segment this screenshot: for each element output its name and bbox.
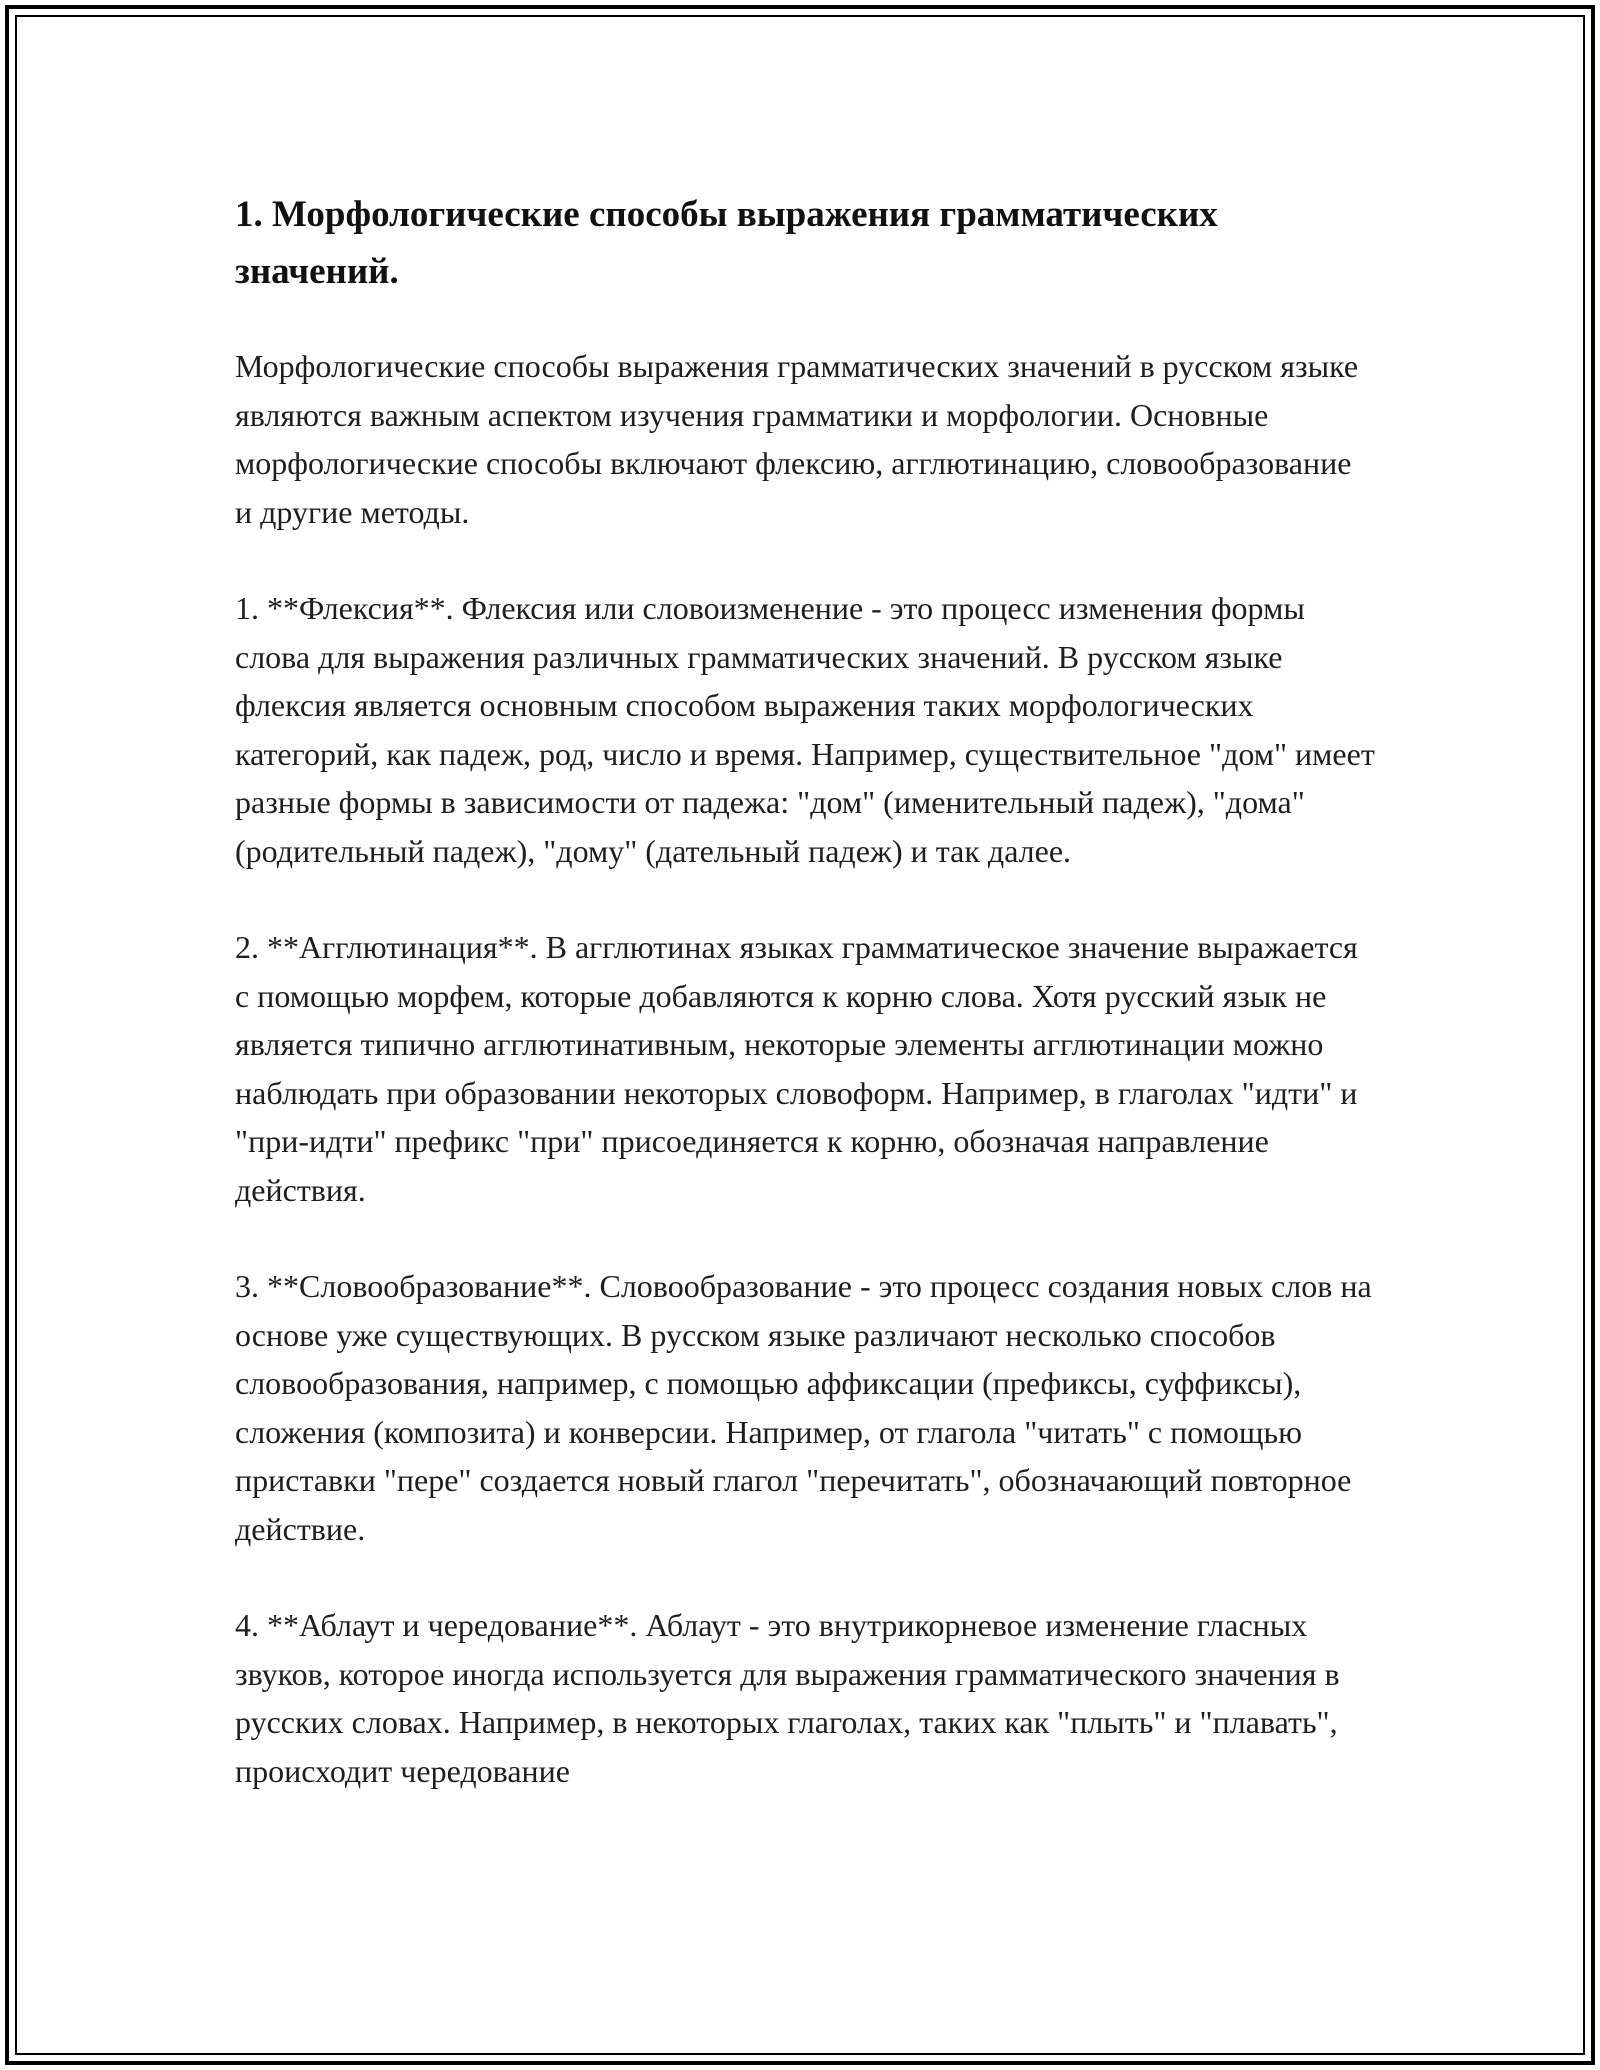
document-body [235, 186, 1375, 1795]
paragraph-ablaut: 4. **Аблаут и чередование**. Аблаут - это внутрикорневое изменение гласных звуков, которое иногда используется для выражения грамматического значения в русских словах. Например, в некоторых глаголах, таких как "плыть" и "плавать", происходит чередование [235, 1607, 1340, 1789]
paragraph-word-formation: 3. **Словообразование**. Словообразование - это процесс создания новых слов на основе уже существующих. В русском языке различают несколько способов словообразования, например, с помощью аффиксации (префиксы, суффиксы), сложения (композита) и конверсии. Например, от глагола "читать" с помощью приставки "пере" создается новый глагол "перечитать", обозначающий повторное действие. [235, 1268, 1372, 1547]
intro-paragraph: Морфологические способы выражения грамматических значений в русском языке являются важным аспектом изучения грамматики и морфологии. Основные морфологические способы включают флексию, агглютинацию, словообразование и другие методы. [235, 348, 1359, 530]
paragraph-agglutination: 2. **Агглютинация**. В агглютинах языках грамматическое значение выражается с помощью морфем, которые добавляются к корню слова. Хотя русский язык не является типично агглютинативным, некоторые элементы агглютинации можно наблюдать при образовании некоторых словоформ. Например, в глаголах "идти" и "при-идти" префикс "при" присоединяется к корню, обозначая направление действия. [235, 929, 1358, 1208]
document-title: 1. Морфологические способы выражения грамматических значений. [235, 194, 1218, 292]
paragraph-flexion: 1. **Флексия**. Флексия или словоизменение - это процесс изменения формы слова для выражения различных грамматических значений. В русском языке флексия является основным способом выражения таких морфологических категорий, как падеж, род, число и время. Например, существительное "дом" имеет разные формы в зависимости от падежа: "дом" (именительный падеж), "дома" (родительный падеж), "дому" (дательный падеж) и так далее. [235, 590, 1375, 869]
